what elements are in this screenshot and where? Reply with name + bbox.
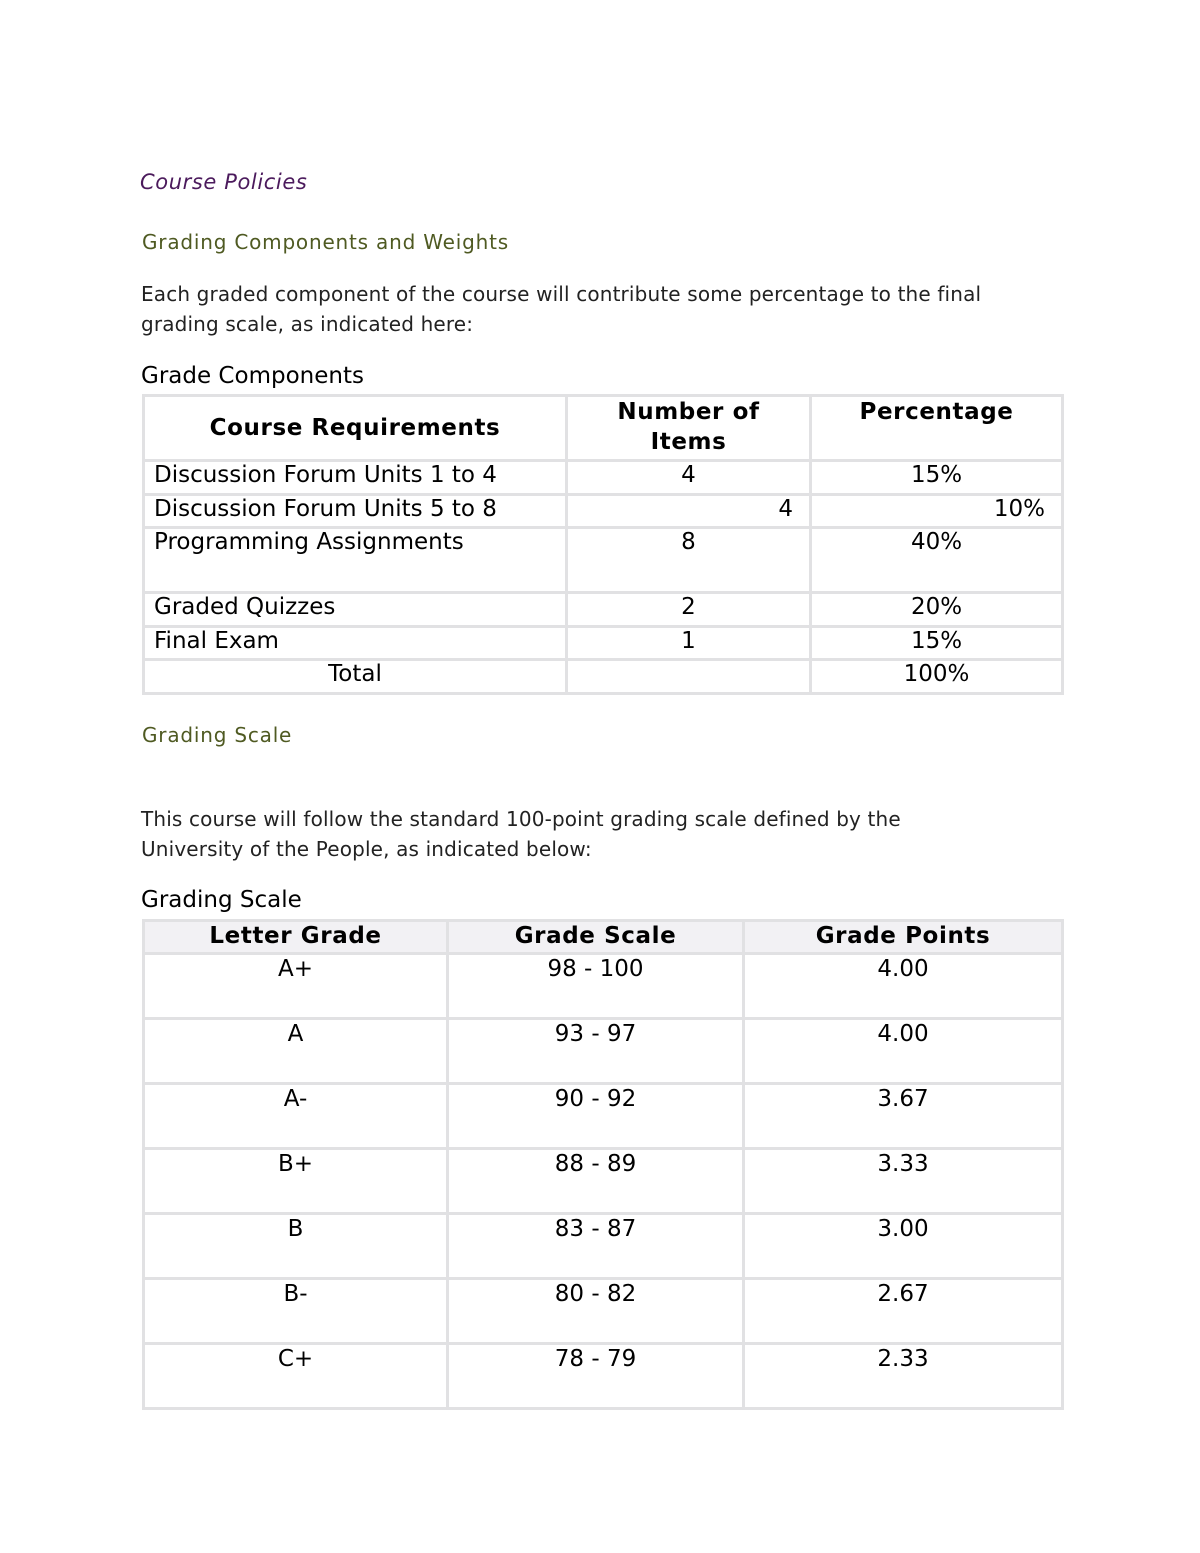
cell-grade-points: 3.33 [744, 1149, 1063, 1214]
intro-paragraph [141, 279, 1071, 339]
cell-grade-points: 4.00 [744, 954, 1063, 1019]
scale-line: University of the People, as indicated below: [141, 837, 592, 861]
cell-grade-points: 2.67 [744, 1279, 1063, 1344]
cell-grade-points: 3.67 [744, 1084, 1063, 1149]
cell-total-label: Total [144, 660, 567, 694]
cell-grade-scale: 98 - 100 [448, 954, 744, 1019]
cell-grade-scale: 78 - 79 [448, 1344, 744, 1409]
cell-requirement: Discussion Forum Units 1 to 4 [144, 461, 567, 495]
cell-items: 8 [567, 528, 811, 593]
cell-letter-grade: B+ [144, 1149, 448, 1214]
header-line: Items [650, 429, 727, 455]
scale-paragraph [141, 804, 1071, 864]
cell-letter-grade: B- [144, 1279, 448, 1344]
header-line: Number of [617, 399, 760, 425]
header-grade-scale: Grade Scale [448, 921, 744, 954]
table-row [144, 593, 1063, 627]
table-row [144, 1214, 1063, 1279]
cell-items: 2 [567, 593, 811, 627]
intro-line: grading scale, as indicated here: [141, 312, 474, 336]
cell-letter-grade: A [144, 1019, 448, 1084]
cell-grade-scale: 80 - 82 [448, 1279, 744, 1344]
header-course-requirements: Course Requirements [144, 396, 567, 461]
cell-percentage: 10% [811, 495, 1063, 528]
cell-percentage: 20% [811, 593, 1063, 627]
table-caption-grade-components: Grade Components [141, 363, 364, 389]
table-row [144, 627, 1063, 660]
cell-items [567, 660, 811, 694]
cell-letter-grade: B [144, 1214, 448, 1279]
table-row [144, 461, 1063, 495]
cell-percentage: 15% [811, 627, 1063, 660]
table-caption-grading-scale: Grading Scale [141, 887, 302, 913]
table-row [144, 1279, 1063, 1344]
cell-items: 1 [567, 627, 811, 660]
scale-line: This course will follow the standard 100-point grading scale defined by the [141, 807, 901, 831]
section-heading-grading-scale: Grading Scale [142, 723, 293, 747]
table-row [144, 495, 1063, 528]
header-grade-points: Grade Points [744, 921, 1063, 954]
cell-items: 4 [567, 461, 811, 495]
cell-grade-points: 2.33 [744, 1344, 1063, 1409]
cell-grade-points: 4.00 [744, 1019, 1063, 1084]
cell-letter-grade: A+ [144, 954, 448, 1019]
cell-grade-scale: 88 - 89 [448, 1149, 744, 1214]
grading-scale-table [142, 919, 1064, 1410]
cell-percentage: 40% [811, 528, 1063, 593]
grade-components-table [142, 394, 1064, 695]
table-row [144, 528, 1063, 593]
cell-requirement: Discussion Forum Units 5 to 8 [144, 495, 567, 528]
table-row [144, 1344, 1063, 1409]
page-title: Course Policies [140, 170, 308, 194]
header-letter-grade: Letter Grade [144, 921, 448, 954]
cell-grade-points: 3.00 [744, 1214, 1063, 1279]
table-row [144, 1019, 1063, 1084]
table-row [144, 1084, 1063, 1149]
cell-grade-scale: 83 - 87 [448, 1214, 744, 1279]
intro-line: Each graded component of the course will contribute some percentage to the final [141, 282, 982, 306]
cell-requirement: Graded Quizzes [144, 593, 567, 627]
cell-items: 4 [567, 495, 811, 528]
table-total-row [144, 660, 1063, 694]
cell-grade-scale: 90 - 92 [448, 1084, 744, 1149]
cell-requirement: Final Exam [144, 627, 567, 660]
cell-percentage: 15% [811, 461, 1063, 495]
table-row [144, 954, 1063, 1019]
table-row [144, 1149, 1063, 1214]
table-header-row [144, 396, 1063, 461]
header-percentage: Percentage [811, 396, 1063, 461]
cell-grade-scale: 93 - 97 [448, 1019, 744, 1084]
table-header-row [144, 921, 1063, 954]
cell-total-percentage: 100% [811, 660, 1063, 694]
section-heading-grading-components: Grading Components and Weights [142, 230, 509, 254]
cell-letter-grade: C+ [144, 1344, 448, 1409]
header-number-of-items [567, 396, 811, 461]
cell-requirement: Programming Assignments [144, 528, 567, 593]
cell-letter-grade: A- [144, 1084, 448, 1149]
